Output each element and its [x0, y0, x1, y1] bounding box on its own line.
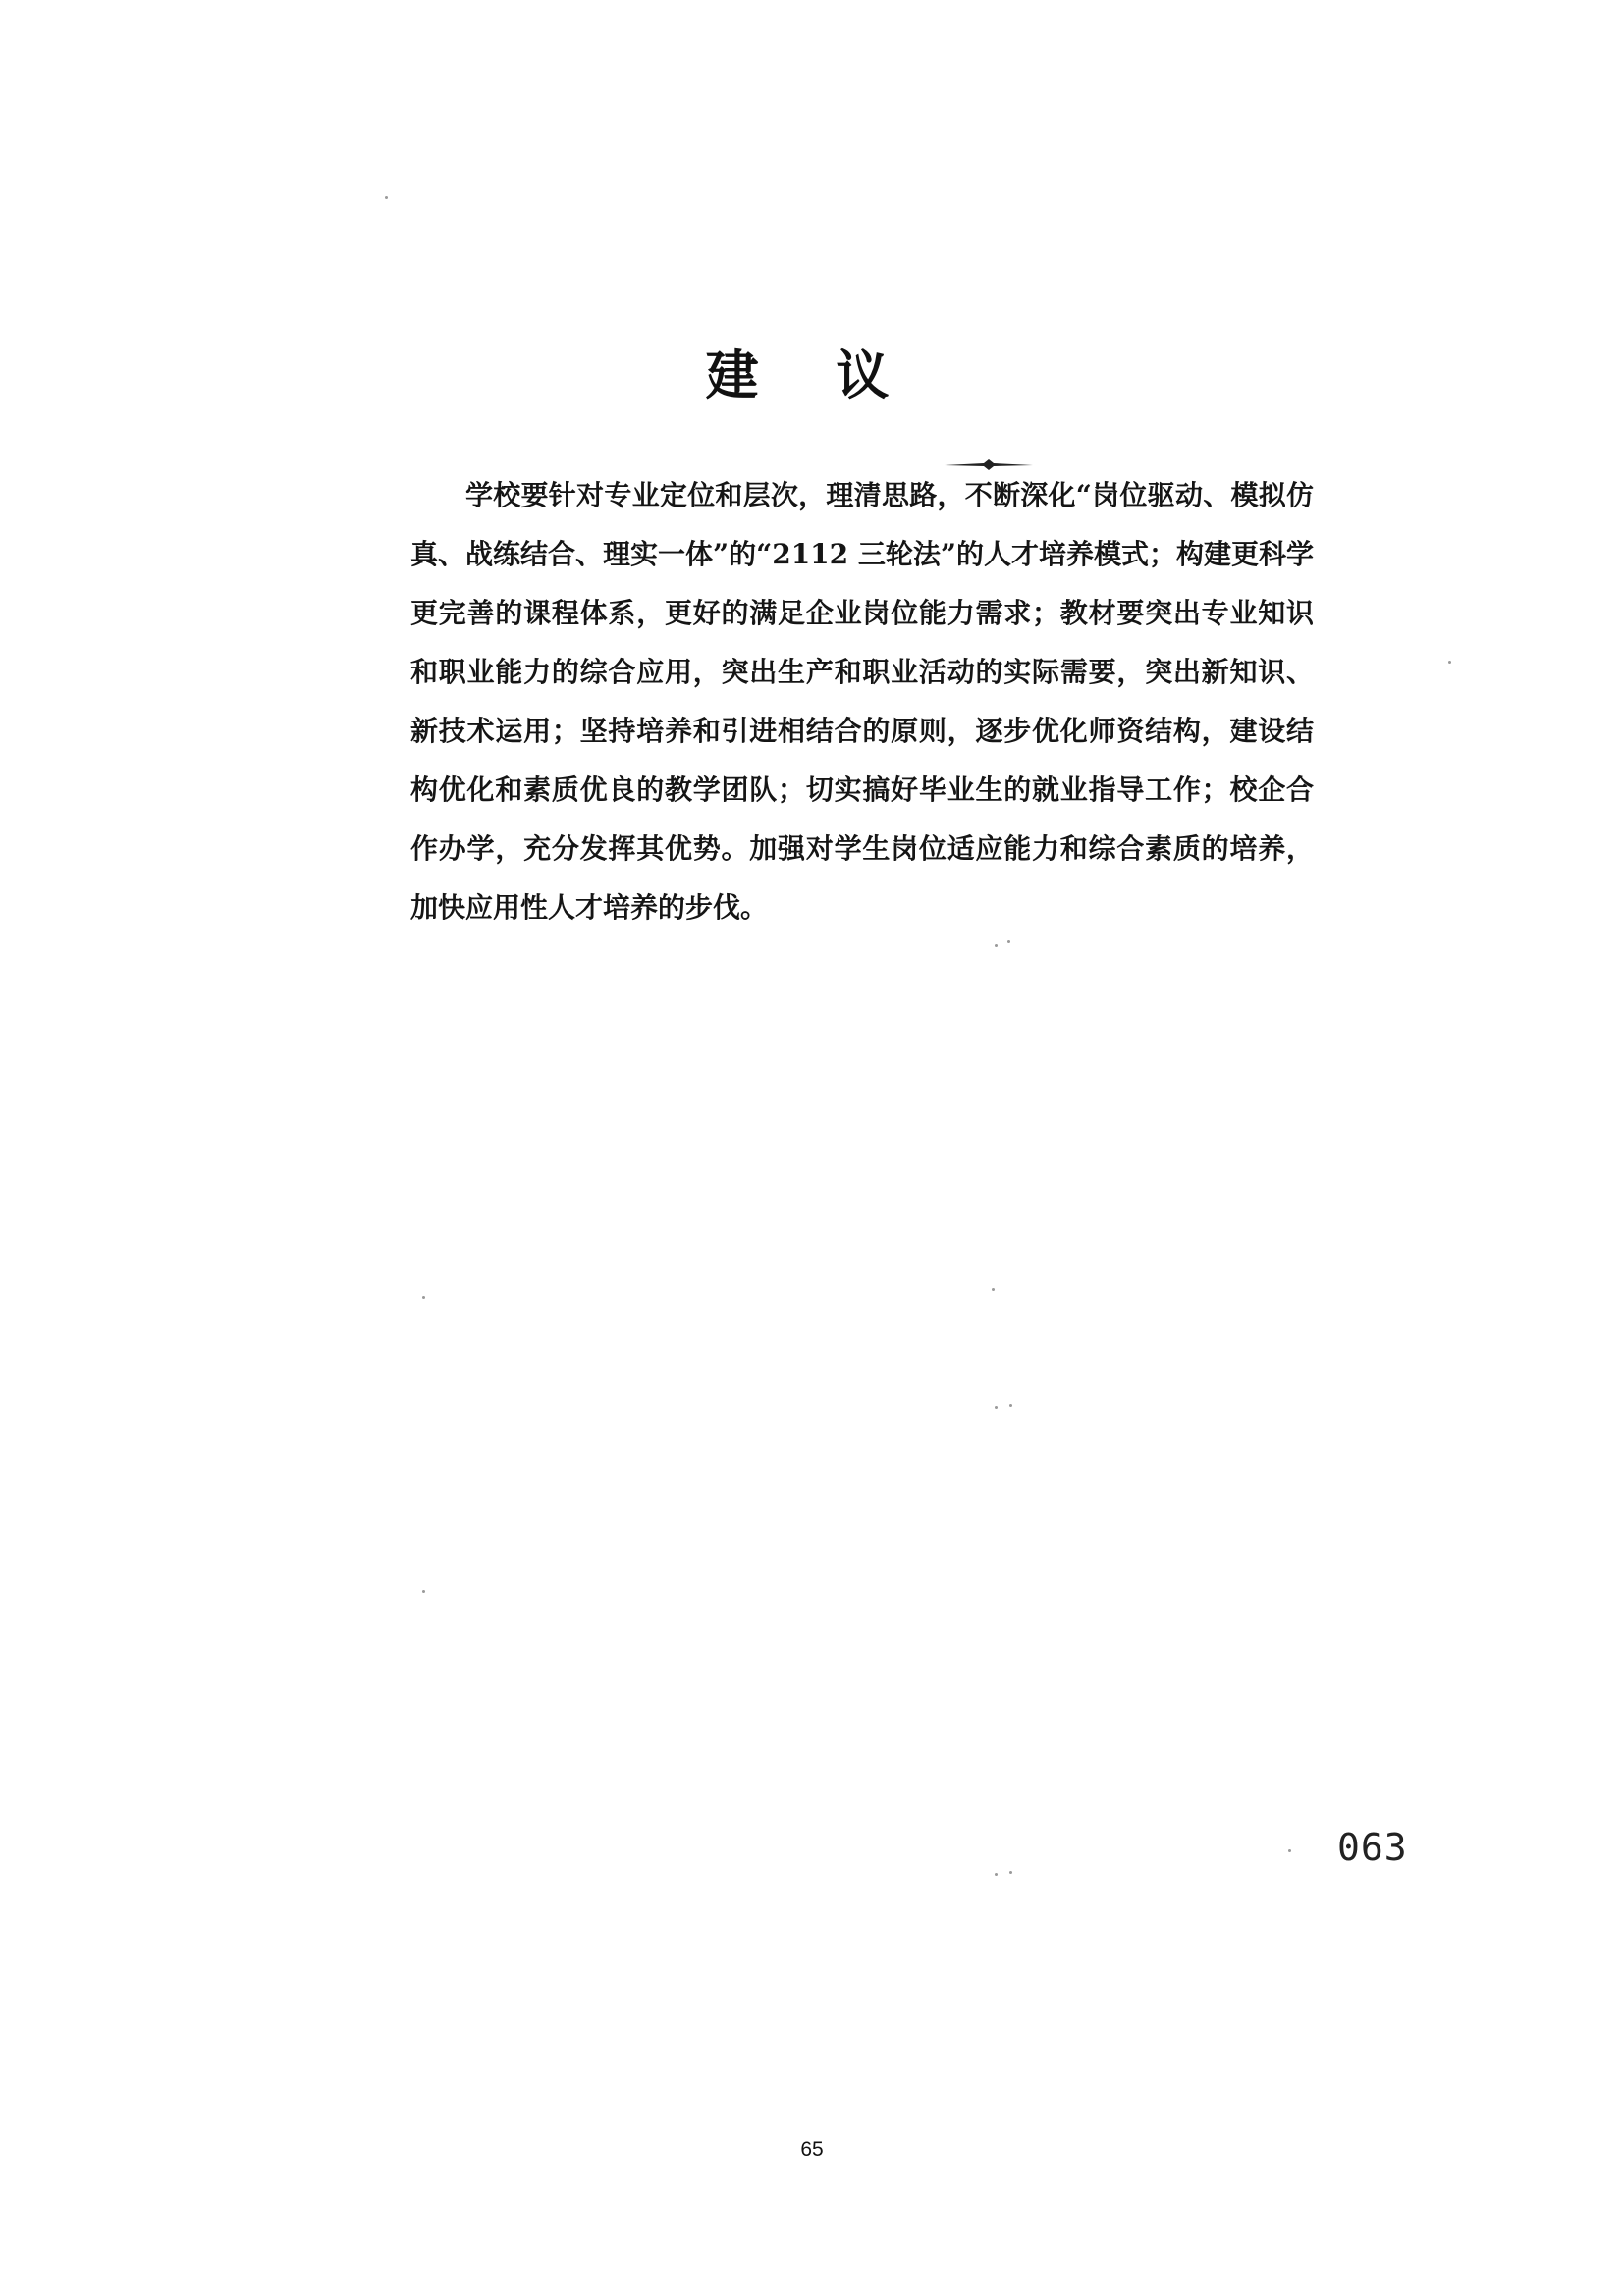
scan-speck	[1007, 940, 1010, 943]
scan-speck	[1448, 661, 1451, 664]
scan-speck	[995, 944, 998, 947]
scan-speck	[995, 1873, 998, 1876]
scan-speck	[995, 1406, 998, 1409]
scan-speck	[992, 1288, 995, 1291]
body-paragraph: 学校要针对专业定位和层次，理清思路，不断深化“岗位驱动、模拟仿真、战练结合、理实一体”的“2112 三轮法”的人才培养模式；构建更科学更完善的课程体系，更好的满足企业岗位能力需求；教材要突出专业知识和职业能力的综合应用，突出生产和职业活动的实际需要，突出新知识、新技术运用；坚持培养和引进相结合的原则，逐步优化师资结构，建设结构优化和素质优良的教学团队；切实搞好毕业生的就业指导工作；校企合作办学，充分发挥其优势。加强对学生岗位适应能力和综合素质的培养，加快应用性人才培养的步伐。	[410, 479, 1314, 924]
scan-speck	[422, 1296, 425, 1299]
scan-speck	[1288, 1849, 1291, 1852]
scan-speck	[422, 1590, 425, 1593]
scan-page-number: 063	[1337, 1826, 1408, 1869]
footer-page-number: 65	[800, 2138, 824, 2161]
scan-speck	[1009, 1871, 1012, 1874]
scan-speck	[1009, 1404, 1012, 1407]
scan-speck	[385, 196, 388, 199]
page-title: 建 议	[705, 344, 919, 406]
